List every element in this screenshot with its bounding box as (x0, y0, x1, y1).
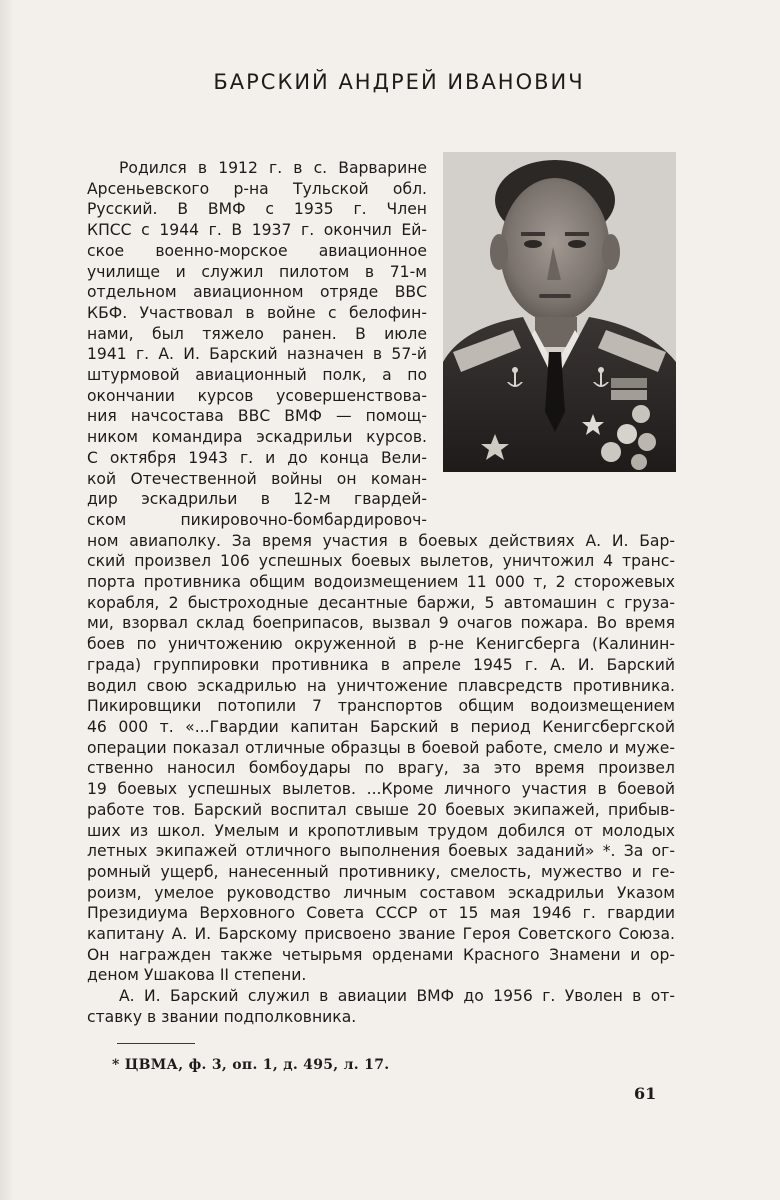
text-line: града) группировки противника в апреле 1945 г. А. И. Барский (87, 655, 675, 674)
text-line: нами, был тяжело ранен. В июле (87, 324, 427, 343)
text-line: ственно наносил бомбоудары по врагу, за это время произвел (87, 759, 675, 778)
text-line: А. И. Барский служил в авиации ВМФ до 1956 г. Уволен в от- (119, 987, 675, 1006)
text-line: корабля, 2 быстроходные десантные баржи, 5 автомашин с груза- (87, 593, 675, 612)
text-line: ником командира эскадрильи курсов. (87, 428, 427, 447)
text-line: работе тов. Барский воспитал свыше 20 боевых экипажей, прибыв- (87, 800, 675, 819)
text-line: 19 боевых успешных вылетов. ...Кроме личного участия в боевой (87, 780, 675, 799)
text-line: Русский. В ВМФ с 1935 г. Член (87, 200, 427, 219)
text-line: ский произвел 106 успешных боевых вылетов, уничтожил 4 транс- (87, 552, 675, 571)
text-line: летных экипажей отличного выполнения боевых заданий» *. За ог- (87, 842, 675, 861)
text-line: операции показал отличные образцы в боевой работе, смело и муже- (87, 738, 675, 757)
biography-wide-column (87, 531, 675, 1028)
text-line: отдельном авиационном отряде ВВС (87, 283, 427, 302)
biography-narrow-column (87, 158, 427, 531)
text-line: Президиума Верховного Совета СССР от 15 мая 1946 г. гвардии (87, 904, 675, 923)
text-line: ское военно-морское авиационное (87, 241, 427, 260)
text-line: Он награжден также четырьмя орденами Красного Знамени и ор- (87, 945, 675, 964)
text-line: порта противника общим водоизмещением 11 000 т, 2 сторожевых (87, 573, 675, 592)
text-line: Родился в 1912 г. в с. Варварине (119, 159, 427, 177)
text-line: Пикировщики потопили 7 транспортов общим водоизмещением (87, 697, 675, 716)
page-number: 61 (634, 1084, 657, 1103)
text-line: роизм, умелое руководство личным составом эскадрильи Указом (87, 883, 675, 902)
text-line: штурмовой авиационный полк, а по (87, 366, 427, 385)
text-line: 1941 г. А. И. Барский назначен в 57-й (87, 345, 427, 364)
text-line: капитану А. И. Барскому присвоено звание Героя Советского Союза. (87, 925, 675, 944)
text-line: ших из школ. Умелым и кропотливым трудом добился от молодых (87, 821, 675, 840)
text-line: ния начсостава ВВС ВМФ — помощ- (87, 407, 427, 426)
text-line: ставку в звании подполковника. (87, 1007, 357, 1026)
text-line: Арсеньевского р-на Тульской обл. (87, 179, 427, 198)
text-line: кой Отечественной войны он коман- (87, 469, 427, 488)
text-line: ском пикировочно-бомбардировоч- (87, 510, 427, 529)
footnote: * ЦВМА, ф. 3, оп. 1, д. 495, л. 17. (112, 1057, 390, 1073)
text-line: КБФ. Участвовал в войне с белофин- (87, 303, 427, 322)
page-edge (0, 0, 14, 1200)
text-line: ми, взорвал склад боеприпасов, вызвал 9 очагов пожара. Во время (87, 614, 675, 633)
page-title: БАРСКИЙ АНДРЕЙ ИВАНОВИЧ (213, 70, 585, 94)
text-line: окончании курсов усовершенствова- (87, 386, 427, 405)
text-line: ромный ущерб, нанесенный противнику, смелость, мужество и ге- (87, 862, 675, 881)
text-line: училище и служил пилотом в 71-м (87, 262, 427, 281)
footnote-rule (117, 1043, 195, 1044)
text-line: С октября 1943 г. и до конца Вели- (87, 448, 427, 467)
text-line: водил свою эскадрилью на уничтожение плавсредств противника. (87, 676, 675, 695)
biography-text (87, 158, 675, 1028)
text-line: КПСС с 1944 г. В 1937 г. окончил Ей- (87, 221, 427, 240)
text-line: деном Ушакова II степени. (87, 966, 307, 985)
text-line: ном авиаполку. За время участия в боевых действиях А. И. Бар- (87, 531, 675, 550)
text-line: боев по уничтожению окруженной в р-не Кенигсберга (Калинин- (87, 635, 675, 654)
text-line: 46 000 т. «...Гвардии капитан Барский в период Кенигсбергской (87, 717, 675, 736)
text-line: дир эскадрильи в 12-м гвардей- (87, 490, 427, 509)
